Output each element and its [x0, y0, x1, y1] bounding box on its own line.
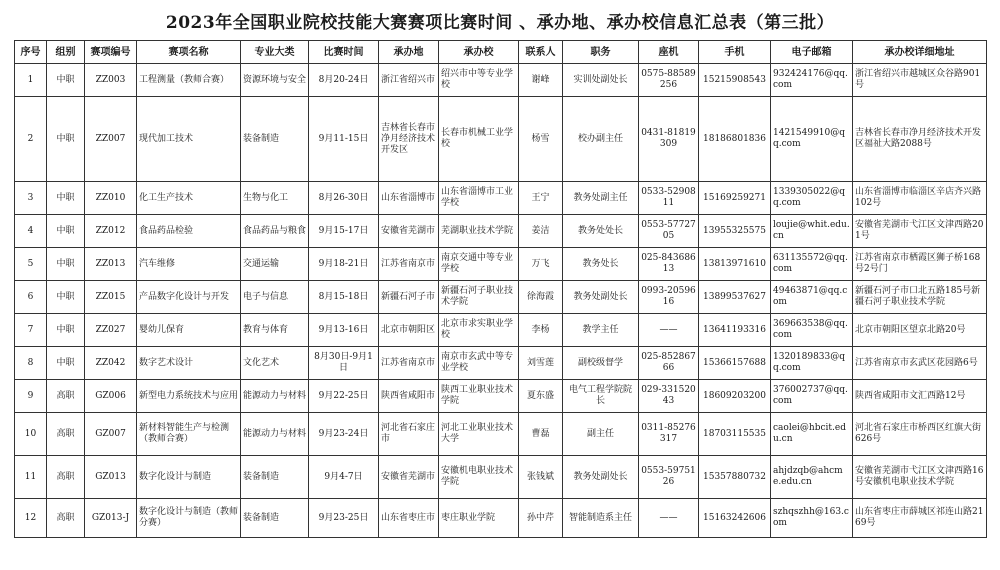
host-address-cell: 山东省淄博市临淄区辛店齐兴路102号: [853, 182, 987, 215]
event-name-cell: 现代加工技术: [137, 97, 241, 182]
header-cell: 承办校详细地址: [853, 41, 987, 64]
host-school-cell: 安徽机电职业技术学院: [439, 456, 519, 499]
host-school-cell: 陕西工业职业技术学院: [439, 380, 519, 413]
competition-date-cell: 9月22-25日: [309, 380, 379, 413]
position-cell: 智能制造系主任: [563, 499, 639, 538]
major-category-cell: 资源环境与安全: [241, 64, 309, 97]
event-code-cell: ZZ010: [85, 182, 137, 215]
contact-person-cell: 杨雪: [519, 97, 563, 182]
major-category-cell: 电子与信息: [241, 281, 309, 314]
event-code-cell: ZZ003: [85, 64, 137, 97]
major-category-cell: 装备制造: [241, 499, 309, 538]
host-school-cell: 河北工业职业技术大学: [439, 413, 519, 456]
host-address-cell: 新疆石河子市口北五路185号新疆石河子职业技术学院: [853, 281, 987, 314]
host-school-cell: 枣庄职业学院: [439, 499, 519, 538]
host-city-cell: 江苏省南京市: [379, 248, 439, 281]
table-row: [15, 380, 987, 413]
competition-date-cell: 9月18-21日: [309, 248, 379, 281]
landline-cell: 0575-88589256: [639, 64, 699, 97]
host-school-cell: 长春市机械工业学校: [439, 97, 519, 182]
header-cell: 比赛时间: [309, 41, 379, 64]
contact-person-cell: 刘雪莲: [519, 347, 563, 380]
group-cell: 中职: [47, 97, 85, 182]
mobile-cell: 18186801836: [699, 97, 771, 182]
event-name-cell: 汽车维修: [137, 248, 241, 281]
row-number-cell: 11: [15, 456, 47, 499]
row-number-cell: 5: [15, 248, 47, 281]
table-row: [15, 182, 987, 215]
header-cell: 电子邮箱: [771, 41, 853, 64]
header-cell: 赛项名称: [137, 41, 241, 64]
host-address-cell: 吉林省长春市净月经济技术开发区福祉大路2088号: [853, 97, 987, 182]
competition-date-cell: 9月4-7日: [309, 456, 379, 499]
event-code-cell: ZZ013: [85, 248, 137, 281]
group-cell: 高职: [47, 413, 85, 456]
row-number-cell: 7: [15, 314, 47, 347]
host-address-cell: 安徽省芜湖市弋江区文津西路201号: [853, 215, 987, 248]
event-name-cell: 工程测量（教师合赛）: [137, 64, 241, 97]
landline-cell: ——: [639, 499, 699, 538]
event-code-cell: ZZ042: [85, 347, 137, 380]
contact-person-cell: 孙中芹: [519, 499, 563, 538]
host-city-cell: 河北省石家庄市: [379, 413, 439, 456]
host-school-cell: 山东省淄博市工业学校: [439, 182, 519, 215]
event-name-cell: 新型电力系统技术与应用: [137, 380, 241, 413]
mobile-cell: 18609203200: [699, 380, 771, 413]
group-cell: 中职: [47, 281, 85, 314]
header-cell: 职务: [563, 41, 639, 64]
competition-date-cell: 9月15-17日: [309, 215, 379, 248]
host-address-cell: 江苏省南京市玄武区花园路6号: [853, 347, 987, 380]
event-name-cell: 数字化设计与制造（教师分赛）: [137, 499, 241, 538]
competition-date-cell: 8月20-24日: [309, 64, 379, 97]
competition-date-cell: 9月23-24日: [309, 413, 379, 456]
event-name-cell: 食品药品检验: [137, 215, 241, 248]
event-code-cell: ZZ007: [85, 97, 137, 182]
mobile-cell: 15169259271: [699, 182, 771, 215]
position-cell: 教务处处长: [563, 215, 639, 248]
header-cell: 序号: [15, 41, 47, 64]
header-cell: 手机: [699, 41, 771, 64]
major-category-cell: 能源动力与材料: [241, 413, 309, 456]
host-school-cell: 芜湖职业技术学院: [439, 215, 519, 248]
header-row: [15, 41, 987, 64]
group-cell: 高职: [47, 499, 85, 538]
host-school-cell: 绍兴市中等专业学校: [439, 64, 519, 97]
email-cell: caolei@hbcit.edu.cn: [771, 413, 853, 456]
table-row: [15, 314, 987, 347]
landline-cell: 025-84368613: [639, 248, 699, 281]
competition-date-cell: 9月23-25日: [309, 499, 379, 538]
host-address-cell: 陕西省咸阳市文汇西路12号: [853, 380, 987, 413]
event-name-cell: 数字艺术设计: [137, 347, 241, 380]
major-category-cell: 装备制造: [241, 456, 309, 499]
header-cell: 承办校: [439, 41, 519, 64]
major-category-cell: 生物与化工: [241, 182, 309, 215]
host-city-cell: 山东省枣庄市: [379, 499, 439, 538]
contact-person-cell: 曹磊: [519, 413, 563, 456]
event-code-cell: GZ013-J: [85, 499, 137, 538]
host-school-cell: 北京市求实职业学校: [439, 314, 519, 347]
position-cell: 教学主任: [563, 314, 639, 347]
mobile-cell: 15366157688: [699, 347, 771, 380]
event-name-cell: 数字化设计与制造: [137, 456, 241, 499]
event-code-cell: GZ006: [85, 380, 137, 413]
group-cell: 中职: [47, 215, 85, 248]
header-cell: 座机: [639, 41, 699, 64]
table-row: [15, 347, 987, 380]
major-category-cell: 文化艺术: [241, 347, 309, 380]
host-address-cell: 浙江省绍兴市越城区众谷路901号: [853, 64, 987, 97]
page-title: 2023年全国职业院校技能大赛赛项比赛时间 、承办地、承办校信息汇总表（第三批）: [165, 13, 835, 33]
table-row: [15, 248, 987, 281]
major-category-cell: 食品药品与粮食: [241, 215, 309, 248]
mobile-cell: 13899537627: [699, 281, 771, 314]
contact-person-cell: 王宁: [519, 182, 563, 215]
table-row: [15, 64, 987, 97]
event-code-cell: ZZ027: [85, 314, 137, 347]
host-school-cell: 新疆石河子职业技术学院: [439, 281, 519, 314]
host-city-cell: 安徽省芜湖市: [379, 215, 439, 248]
major-category-cell: 能源动力与材料: [241, 380, 309, 413]
email-cell: 1339305022@qq.com: [771, 182, 853, 215]
event-code-cell: ZZ015: [85, 281, 137, 314]
competition-date-cell: 9月13-16日: [309, 314, 379, 347]
host-address-cell: 北京市朝阳区望京北路20号: [853, 314, 987, 347]
email-cell: loujie@whit.edu.cn: [771, 215, 853, 248]
host-city-cell: 浙江省绍兴市: [379, 64, 439, 97]
email-cell: 369663538@qq.com: [771, 314, 853, 347]
competition-date-cell: 8月15-18日: [309, 281, 379, 314]
email-cell: szhqszhh@163.com: [771, 499, 853, 538]
email-cell: 932424176@qq.com: [771, 64, 853, 97]
mobile-cell: 18703115535: [699, 413, 771, 456]
contact-person-cell: 张钱斌: [519, 456, 563, 499]
email-cell: 631135572@qq.com: [771, 248, 853, 281]
position-cell: 教务处副处长: [563, 456, 639, 499]
row-number-cell: 3: [15, 182, 47, 215]
event-code-cell: ZZ012: [85, 215, 137, 248]
host-city-cell: 山东省淄博市: [379, 182, 439, 215]
email-cell: 49463871@qq.com: [771, 281, 853, 314]
host-address-cell: 安徽省芜湖市弋江区文津西路16号安徽机电职业技术学院: [853, 456, 987, 499]
position-cell: 教务处副处长: [563, 281, 639, 314]
email-cell: 376002737@qq.com: [771, 380, 853, 413]
position-cell: 副主任: [563, 413, 639, 456]
header-cell: 专业大类: [241, 41, 309, 64]
landline-cell: 0993-2059616: [639, 281, 699, 314]
info-table: [14, 40, 987, 538]
position-cell: 电气工程学院院长: [563, 380, 639, 413]
row-number-cell: 1: [15, 64, 47, 97]
landline-cell: ——: [639, 314, 699, 347]
mobile-cell: 13641193316: [699, 314, 771, 347]
row-number-cell: 9: [15, 380, 47, 413]
host-address-cell: 河北省石家庄市桥西区红旗大街626号: [853, 413, 987, 456]
event-code-cell: GZ013: [85, 456, 137, 499]
contact-person-cell: 万飞: [519, 248, 563, 281]
major-category-cell: 装备制造: [241, 97, 309, 182]
table-row: [15, 215, 987, 248]
header-cell: 组别: [47, 41, 85, 64]
host-city-cell: 安徽省芜湖市: [379, 456, 439, 499]
position-cell: 教务处副主任: [563, 182, 639, 215]
email-cell: 1421549910@qq.com: [771, 97, 853, 182]
group-cell: 中职: [47, 182, 85, 215]
mobile-cell: 15163242606: [699, 499, 771, 538]
landline-cell: 0311-85276317: [639, 413, 699, 456]
host-city-cell: 江苏省南京市: [379, 347, 439, 380]
email-cell: 1320189833@qq.com: [771, 347, 853, 380]
event-name-cell: 新材料智能生产与检测（教师合赛）: [137, 413, 241, 456]
major-category-cell: 教育与体育: [241, 314, 309, 347]
contact-person-cell: 徐海霞: [519, 281, 563, 314]
group-cell: 高职: [47, 456, 85, 499]
mobile-cell: 13813971610: [699, 248, 771, 281]
host-address-cell: 江苏省南京市栖霞区狮子桥168号2号门: [853, 248, 987, 281]
mobile-cell: 13955325575: [699, 215, 771, 248]
contact-person-cell: 姜洁: [519, 215, 563, 248]
mobile-cell: 15357880732: [699, 456, 771, 499]
group-cell: 中职: [47, 314, 85, 347]
event-name-cell: 婴幼儿保育: [137, 314, 241, 347]
host-city-cell: 北京市朝阳区: [379, 314, 439, 347]
email-cell: ahjdzqb@ahcme.edu.cn: [771, 456, 853, 499]
position-cell: 副校级督学: [563, 347, 639, 380]
competition-date-cell: 9月11-15日: [309, 97, 379, 182]
contact-person-cell: 谢峰: [519, 64, 563, 97]
competition-date-cell: 8月30日-9月1日: [309, 347, 379, 380]
group-cell: 高职: [47, 380, 85, 413]
header-cell: 赛项编号: [85, 41, 137, 64]
row-number-cell: 4: [15, 215, 47, 248]
major-category-cell: 交通运输: [241, 248, 309, 281]
landline-cell: 0553-5975126: [639, 456, 699, 499]
landline-cell: 0431-81819309: [639, 97, 699, 182]
contact-person-cell: 夏东盛: [519, 380, 563, 413]
header-cell: 承办地: [379, 41, 439, 64]
landline-cell: 029-33152043: [639, 380, 699, 413]
table-row: [15, 499, 987, 538]
event-code-cell: GZ007: [85, 413, 137, 456]
group-cell: 中职: [47, 64, 85, 97]
row-number-cell: 6: [15, 281, 47, 314]
host-school-cell: 南京交通中等专业学校: [439, 248, 519, 281]
group-cell: 中职: [47, 347, 85, 380]
host-city-cell: 新疆石河子市: [379, 281, 439, 314]
event-name-cell: 化工生产技术: [137, 182, 241, 215]
row-number-cell: 10: [15, 413, 47, 456]
landline-cell: 0533-5290811: [639, 182, 699, 215]
competition-date-cell: 8月26-30日: [309, 182, 379, 215]
table-row: [15, 413, 987, 456]
group-cell: 中职: [47, 248, 85, 281]
table-row: [15, 456, 987, 499]
row-number-cell: 12: [15, 499, 47, 538]
table-row: [15, 281, 987, 314]
position-cell: 教务处长: [563, 248, 639, 281]
row-number-cell: 2: [15, 97, 47, 182]
host-city-cell: 吉林省长春市净月经济技术开发区: [379, 97, 439, 182]
landline-cell: 0553-5772705: [639, 215, 699, 248]
header-cell: 联系人: [519, 41, 563, 64]
table-row: [15, 97, 987, 182]
position-cell: 实训处副处长: [563, 64, 639, 97]
position-cell: 校办副主任: [563, 97, 639, 182]
host-address-cell: 山东省枣庄市薛城区祁连山路2169号: [853, 499, 987, 538]
row-number-cell: 8: [15, 347, 47, 380]
host-city-cell: 陕西省咸阳市: [379, 380, 439, 413]
mobile-cell: 15215908543: [699, 64, 771, 97]
landline-cell: 025-85286766: [639, 347, 699, 380]
contact-person-cell: 李杨: [519, 314, 563, 347]
event-name-cell: 产品数字化设计与开发: [137, 281, 241, 314]
host-school-cell: 南京市玄武中等专业学校: [439, 347, 519, 380]
